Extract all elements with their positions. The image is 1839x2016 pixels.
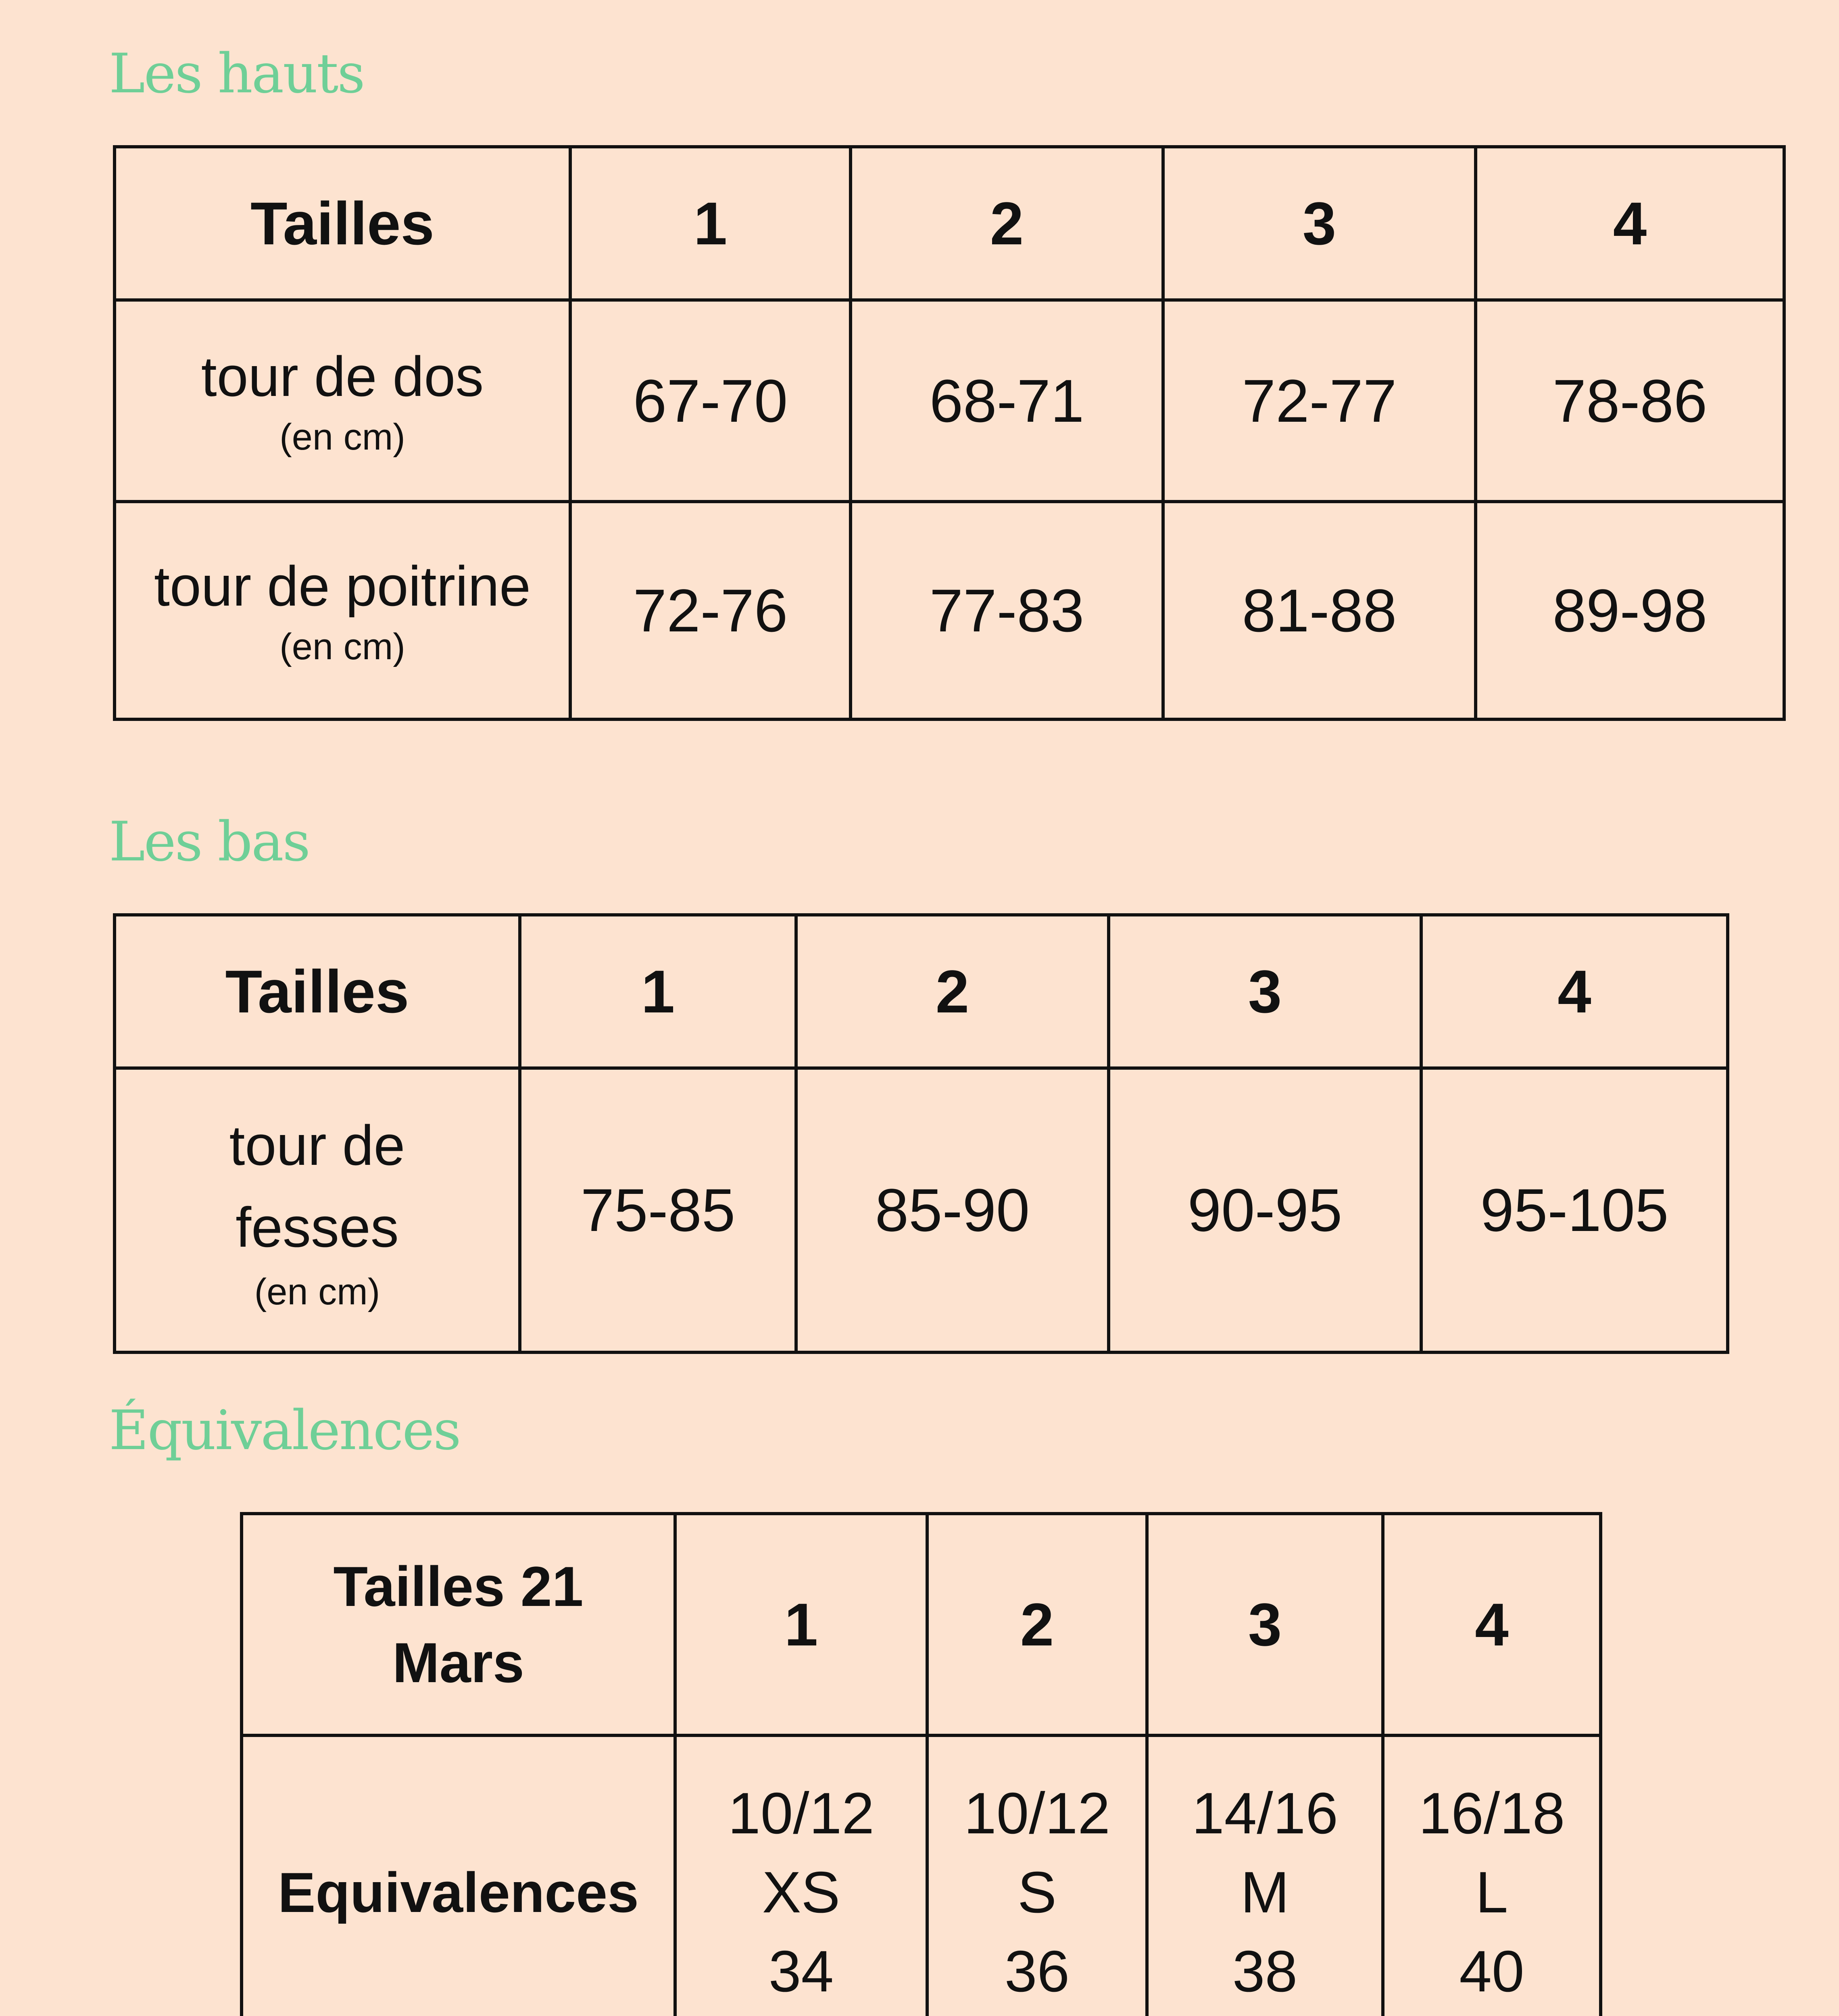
equiv-value: 36 xyxy=(1004,1938,1070,2004)
row-label-text-line2: fesses xyxy=(236,1195,399,1259)
table-cell: 81-88 xyxy=(1163,502,1476,719)
header-cell-tailles: Tailles xyxy=(115,147,570,300)
equiv-value: L xyxy=(1475,1860,1508,1925)
row-label-text-line1: tour de xyxy=(229,1113,405,1177)
header-text-line1: Tailles 21 xyxy=(333,1555,584,1618)
row-label-tour-de-dos xyxy=(115,300,570,502)
table-cell: 72-77 xyxy=(1163,300,1476,502)
row-label-tour-de-fesses xyxy=(115,1068,520,1352)
header-text-line2: Mars xyxy=(392,1631,524,1694)
table-cell: 68-71 xyxy=(851,300,1163,502)
table-cell-equivalence-4 xyxy=(1383,1735,1601,2016)
header-cell-size-1: 1 xyxy=(570,147,851,300)
equiv-value: 14/16 xyxy=(1192,1781,1338,1846)
header-cell-size-2: 2 xyxy=(796,915,1109,1068)
equiv-value: M xyxy=(1241,1860,1289,1925)
header-cell-tailles: Tailles xyxy=(115,915,520,1068)
table-header-row xyxy=(115,147,1784,300)
table-row xyxy=(242,1735,1601,2016)
header-cell-size-2: 2 xyxy=(851,147,1163,300)
table-cell-equivalence-1 xyxy=(675,1735,927,2016)
table-cell: 89-98 xyxy=(1476,502,1784,719)
table-row xyxy=(115,1068,1728,1352)
table-cell: 95-105 xyxy=(1421,1068,1728,1352)
section-title-bottoms: Les bas xyxy=(109,810,309,873)
equiv-value: XS xyxy=(762,1860,840,1925)
table-cell: 67-70 xyxy=(570,300,851,502)
header-cell-size-1: 1 xyxy=(520,915,796,1068)
equiv-value: 10/12 xyxy=(728,1781,874,1846)
row-label-tour-de-poitrine xyxy=(115,502,570,719)
header-cell-tailles-21-mars xyxy=(242,1514,675,1735)
header-cell-size-4: 4 xyxy=(1383,1514,1601,1735)
row-unit-text: (en cm) xyxy=(279,626,405,668)
header-cell-size-4: 4 xyxy=(1421,915,1728,1068)
table-header-row xyxy=(242,1514,1601,1735)
table-row xyxy=(115,300,1784,502)
section-title-tops: Les hauts xyxy=(109,42,364,105)
row-unit-text: (en cm) xyxy=(279,417,405,458)
table-cell-equivalence-2 xyxy=(927,1735,1147,2016)
header-cell-size-2: 2 xyxy=(927,1514,1147,1735)
header-cell-size-1: 1 xyxy=(675,1514,927,1735)
row-label-text: tour de poitrine xyxy=(154,554,531,618)
table-row xyxy=(115,502,1784,719)
equiv-value: 34 xyxy=(768,1938,834,2004)
header-cell-size-3: 3 xyxy=(1109,915,1421,1068)
table-cell: 78-86 xyxy=(1476,300,1784,502)
table-cell: 77-83 xyxy=(851,502,1163,719)
table-cell: 85-90 xyxy=(796,1068,1109,1352)
equiv-value: 40 xyxy=(1459,1938,1524,2004)
table-cell: 75-85 xyxy=(520,1068,796,1352)
equivalences-table xyxy=(240,1512,1602,2016)
table-cell: 72-76 xyxy=(570,502,851,719)
row-label-equivalences: Equivalences xyxy=(242,1735,675,2016)
header-cell-size-3: 3 xyxy=(1147,1514,1383,1735)
equiv-value: S xyxy=(1017,1860,1057,1925)
table-header-row xyxy=(115,915,1728,1068)
table-cell: 90-95 xyxy=(1109,1068,1421,1352)
table-cell-equivalence-3 xyxy=(1147,1735,1383,2016)
bottoms-size-table xyxy=(113,913,1729,1354)
section-title-equivalences: Équivalences xyxy=(109,1399,460,1462)
row-unit-text: (en cm) xyxy=(254,1271,380,1312)
equiv-value: 38 xyxy=(1232,1938,1298,2004)
row-label-text: tour de dos xyxy=(201,345,484,408)
header-cell-size-3: 3 xyxy=(1163,147,1476,300)
header-cell-size-4: 4 xyxy=(1476,147,1784,300)
equiv-value: 10/12 xyxy=(964,1781,1110,1846)
equiv-value: 16/18 xyxy=(1418,1781,1565,1846)
tops-size-table xyxy=(113,145,1786,721)
